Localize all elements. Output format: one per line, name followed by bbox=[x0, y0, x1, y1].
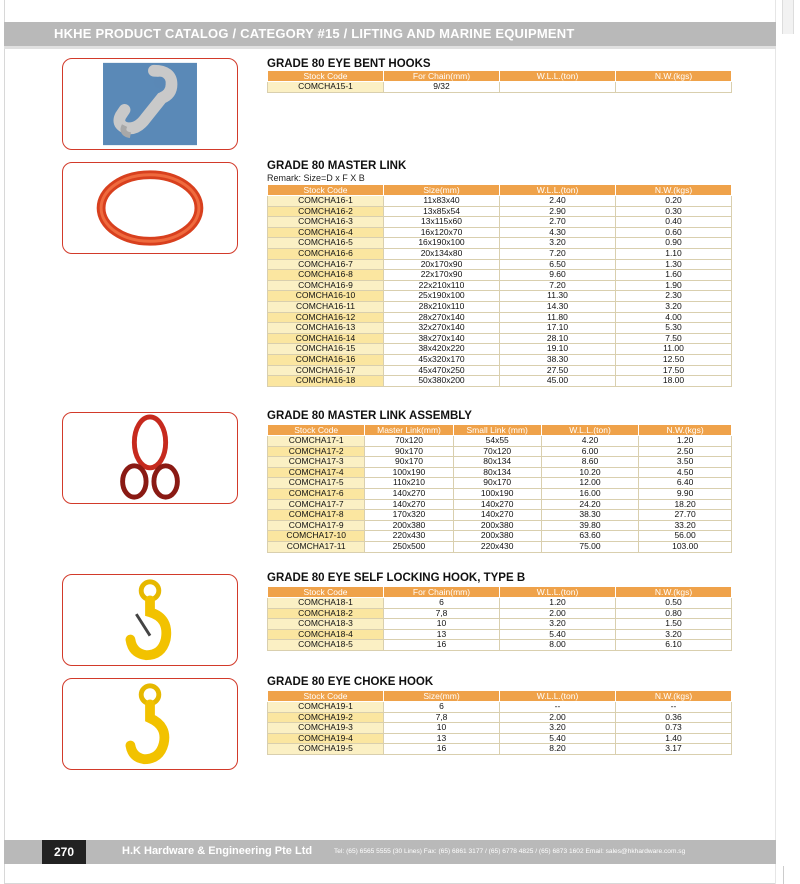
stock-code-cell: COMCHA16-17 bbox=[268, 365, 384, 376]
table-cell: 140x270 bbox=[453, 510, 541, 521]
table-cell: 4.00 bbox=[616, 312, 732, 323]
table-cell: 45x320x170 bbox=[384, 354, 500, 365]
table-cell: 25x190x100 bbox=[384, 291, 500, 302]
table-cell: 0.40 bbox=[616, 217, 732, 228]
stock-code-cell: COMCHA17-10 bbox=[268, 531, 365, 542]
table-row bbox=[268, 354, 732, 365]
table-cell: 10 bbox=[384, 619, 500, 630]
stock-code-cell: COMCHA16-9 bbox=[268, 280, 384, 291]
stock-code-cell: COMCHA16-16 bbox=[268, 354, 384, 365]
catalog-footer-bar bbox=[4, 840, 776, 864]
stock-code-cell: COMCHA16-7 bbox=[268, 259, 384, 270]
table-cell: 6 bbox=[384, 702, 500, 713]
stock-code-cell: COMCHA19-5 bbox=[268, 744, 384, 755]
table-cell: 8.00 bbox=[500, 640, 616, 651]
column-header: Small Link (mm) bbox=[453, 425, 541, 436]
table-row bbox=[268, 217, 732, 228]
eye-bent-hook-photo bbox=[62, 58, 238, 150]
stock-code-cell: COMCHA18-2 bbox=[268, 608, 384, 619]
table-row bbox=[268, 488, 732, 499]
table-cell: 6.50 bbox=[500, 259, 616, 270]
table-cell: 3.20 bbox=[616, 301, 732, 312]
table-cell: 0.60 bbox=[616, 227, 732, 238]
stock-code-cell: COMCHA19-1 bbox=[268, 702, 384, 713]
table-cell: 0.73 bbox=[616, 723, 732, 734]
stock-code-cell: COMCHA17-9 bbox=[268, 520, 365, 531]
table-cell: 19.10 bbox=[500, 344, 616, 355]
table-cell: 140x270 bbox=[365, 488, 453, 499]
table-cell: 45x470x250 bbox=[384, 365, 500, 376]
table-cell: 3.50 bbox=[639, 457, 732, 468]
table-cell: 100x190 bbox=[365, 467, 453, 478]
table-cell: 22x210x110 bbox=[384, 280, 500, 291]
table-cell: 38x270x140 bbox=[384, 333, 500, 344]
table-cell: 80x134 bbox=[453, 467, 541, 478]
table-row bbox=[268, 640, 732, 651]
stock-code-cell: COMCHA19-3 bbox=[268, 723, 384, 734]
eye-bent-hooks-table bbox=[267, 70, 732, 93]
company-name: H.K Hardware & Engineering Pte Ltd bbox=[122, 845, 313, 857]
table-row bbox=[268, 376, 732, 387]
stock-code-cell: COMCHA16-10 bbox=[268, 291, 384, 302]
table-row bbox=[268, 457, 732, 468]
stock-code-cell: COMCHA17-6 bbox=[268, 488, 365, 499]
stock-code-cell: COMCHA15-1 bbox=[268, 82, 384, 93]
master-link-photo bbox=[62, 162, 238, 254]
table-cell: 12.00 bbox=[541, 478, 638, 489]
table-cell: 13x115x60 bbox=[384, 217, 500, 228]
table-cell: 9/32 bbox=[384, 82, 500, 93]
table-row bbox=[268, 82, 732, 93]
table-cell: 100x190 bbox=[453, 488, 541, 499]
stock-code-cell: COMCHA19-4 bbox=[268, 733, 384, 744]
table-cell: 70x120 bbox=[365, 436, 453, 447]
table-row bbox=[268, 291, 732, 302]
table-cell: 1.90 bbox=[616, 280, 732, 291]
stock-code-cell: COMCHA16-18 bbox=[268, 376, 384, 387]
table-cell: 6 bbox=[384, 598, 500, 609]
stock-code-cell: COMCHA19-2 bbox=[268, 712, 384, 723]
column-header: W.L.L.(ton) bbox=[500, 587, 616, 598]
table-row bbox=[268, 365, 732, 376]
table-row bbox=[268, 238, 732, 249]
stock-code-cell: COMCHA16-8 bbox=[268, 270, 384, 281]
table-cell bbox=[616, 82, 732, 93]
catalog-header-bar bbox=[4, 22, 776, 49]
table-row bbox=[268, 520, 732, 531]
table-cell: 2.00 bbox=[500, 608, 616, 619]
table-cell: 7.20 bbox=[500, 280, 616, 291]
table-cell: 200x380 bbox=[453, 531, 541, 542]
table-cell: 9.90 bbox=[639, 488, 732, 499]
stock-code-cell: COMCHA16-11 bbox=[268, 301, 384, 312]
table-cell: 4.30 bbox=[500, 227, 616, 238]
column-header: Stock Code bbox=[268, 691, 384, 702]
table-cell: 54x55 bbox=[453, 436, 541, 447]
table-cell: 28.10 bbox=[500, 333, 616, 344]
table-cell: 0.80 bbox=[616, 608, 732, 619]
table-cell: 16x120x70 bbox=[384, 227, 500, 238]
column-header: W.L.L.(ton) bbox=[500, 185, 616, 196]
column-header: Stock Code bbox=[268, 587, 384, 598]
table-cell: 6.40 bbox=[639, 478, 732, 489]
table-row bbox=[268, 301, 732, 312]
table-cell: 16 bbox=[384, 640, 500, 651]
table-cell: 11x83x40 bbox=[384, 196, 500, 207]
table-cell: 24.20 bbox=[541, 499, 638, 510]
table-cell: 18.20 bbox=[639, 499, 732, 510]
column-header: For Chain(mm) bbox=[384, 587, 500, 598]
column-header: N.W.(kgs) bbox=[616, 71, 732, 82]
table-cell: 17.50 bbox=[616, 365, 732, 376]
stock-code-cell: COMCHA16-4 bbox=[268, 227, 384, 238]
contact-info: Tel: (65) 6565 5555 (30 Lines) Fax: (65) 6861 3177 / (65) 6778 4825 / (65) 6873 1602 Email: sales@hkhardware.com.sg bbox=[334, 848, 686, 855]
table-row bbox=[268, 344, 732, 355]
table-cell: 2.00 bbox=[500, 712, 616, 723]
table-row bbox=[268, 467, 732, 478]
table-cell: 6.00 bbox=[541, 446, 638, 457]
table-cell: 70x120 bbox=[453, 446, 541, 457]
table-cell: 10.20 bbox=[541, 467, 638, 478]
table-cell: 45.00 bbox=[500, 376, 616, 387]
stock-code-cell: COMCHA16-6 bbox=[268, 248, 384, 259]
table-cell: 38.30 bbox=[500, 354, 616, 365]
column-header: N.W.(kgs) bbox=[639, 425, 732, 436]
table-cell: 200x380 bbox=[453, 520, 541, 531]
stock-code-cell: COMCHA17-11 bbox=[268, 541, 365, 552]
column-header: W.L.L.(ton) bbox=[500, 71, 616, 82]
table-cell: 4.20 bbox=[541, 436, 638, 447]
column-header: Stock Code bbox=[268, 425, 365, 436]
stock-code-cell: COMCHA16-3 bbox=[268, 217, 384, 228]
choke-hook-photo bbox=[62, 678, 238, 770]
table-cell: 1.20 bbox=[639, 436, 732, 447]
table-cell: 63.60 bbox=[541, 531, 638, 542]
table-cell: 250x500 bbox=[365, 541, 453, 552]
table-cell: 33.20 bbox=[639, 520, 732, 531]
table-row bbox=[268, 206, 732, 217]
edge-tick bbox=[783, 866, 794, 884]
table-cell: 8.60 bbox=[541, 457, 638, 468]
table-row bbox=[268, 619, 732, 630]
table-cell: 200x380 bbox=[365, 520, 453, 531]
table-cell: 20x134x80 bbox=[384, 248, 500, 259]
catalog-header-title: HKHE PRODUCT CATALOG / CATEGORY #15 / LIFTING AND MARINE EQUIPMENT bbox=[54, 26, 575, 41]
column-header: Stock Code bbox=[268, 71, 384, 82]
choke-hook-table bbox=[267, 690, 732, 755]
section-title: GRADE 80 MASTER LINK bbox=[267, 160, 407, 172]
table-cell: 2.40 bbox=[500, 196, 616, 207]
table-cell: 12.50 bbox=[616, 354, 732, 365]
table-row bbox=[268, 196, 732, 207]
stock-code-cell: COMCHA18-5 bbox=[268, 640, 384, 651]
table-cell: 110x210 bbox=[365, 478, 453, 489]
table-cell: 1.10 bbox=[616, 248, 732, 259]
master-link-assembly-photo bbox=[62, 412, 238, 504]
table-cell: 90x170 bbox=[453, 478, 541, 489]
master-link-table bbox=[267, 184, 732, 387]
table-row bbox=[268, 723, 732, 734]
eye-bent-hook-icon bbox=[63, 59, 237, 149]
table-cell: 3.20 bbox=[500, 723, 616, 734]
table-cell: 20x170x90 bbox=[384, 259, 500, 270]
table-cell: 75.00 bbox=[541, 541, 638, 552]
table-cell: 7,8 bbox=[384, 712, 500, 723]
table-cell: 18.00 bbox=[616, 376, 732, 387]
table-cell: 140x270 bbox=[365, 499, 453, 510]
table-cell: 16x190x100 bbox=[384, 238, 500, 249]
table-cell: 103.00 bbox=[639, 541, 732, 552]
page-number: 270 bbox=[42, 840, 86, 864]
stock-code-cell: COMCHA17-5 bbox=[268, 478, 365, 489]
column-header: Stock Code bbox=[268, 185, 384, 196]
master-link-assembly-table bbox=[267, 424, 732, 553]
section-title: GRADE 80 EYE BENT HOOKS bbox=[267, 58, 431, 70]
table-cell: 14.30 bbox=[500, 301, 616, 312]
table-cell: 0.20 bbox=[616, 196, 732, 207]
table-row bbox=[268, 510, 732, 521]
stock-code-cell: COMCHA18-4 bbox=[268, 629, 384, 640]
table-cell: 17.10 bbox=[500, 323, 616, 334]
table-row bbox=[268, 499, 732, 510]
table-cell: 2.70 bbox=[500, 217, 616, 228]
table-row bbox=[268, 312, 732, 323]
table-row bbox=[268, 712, 732, 723]
table-cell: 2.30 bbox=[616, 291, 732, 302]
stock-code-cell: COMCHA16-12 bbox=[268, 312, 384, 323]
stock-code-cell: COMCHA17-3 bbox=[268, 457, 365, 468]
table-cell: 220x430 bbox=[365, 531, 453, 542]
table-row bbox=[268, 333, 732, 344]
self-locking-hook-photo bbox=[62, 574, 238, 666]
table-cell: 0.30 bbox=[616, 206, 732, 217]
table-cell: 3.20 bbox=[500, 238, 616, 249]
table-cell: 1.20 bbox=[500, 598, 616, 609]
table-cell: 0.50 bbox=[616, 598, 732, 609]
table-cell: 13x85x54 bbox=[384, 206, 500, 217]
table-cell: -- bbox=[500, 702, 616, 713]
table-cell: 1.60 bbox=[616, 270, 732, 281]
column-header: N.W.(kgs) bbox=[616, 587, 732, 598]
table-cell: 11.00 bbox=[616, 344, 732, 355]
table-cell: 5.40 bbox=[500, 733, 616, 744]
table-row bbox=[268, 227, 732, 238]
self-locking-hook-table bbox=[267, 586, 732, 651]
table-cell: 90x170 bbox=[365, 457, 453, 468]
table-row bbox=[268, 323, 732, 334]
table-cell: 3.20 bbox=[616, 629, 732, 640]
column-header: N.W.(kgs) bbox=[616, 691, 732, 702]
column-header: Size(mm) bbox=[384, 691, 500, 702]
table-cell: 28x210x110 bbox=[384, 301, 500, 312]
stock-code-cell: COMCHA17-7 bbox=[268, 499, 365, 510]
table-cell: 90x170 bbox=[365, 446, 453, 457]
table-row bbox=[268, 436, 732, 447]
section-title: GRADE 80 EYE CHOKE HOOK bbox=[267, 676, 434, 688]
table-row bbox=[268, 248, 732, 259]
table-cell: 9.60 bbox=[500, 270, 616, 281]
table-cell: 56.00 bbox=[639, 531, 732, 542]
table-cell: 50x380x200 bbox=[384, 376, 500, 387]
stock-code-cell: COMCHA18-3 bbox=[268, 619, 384, 630]
column-header: N.W.(kgs) bbox=[616, 185, 732, 196]
column-header: For Chain(mm) bbox=[384, 71, 500, 82]
table-cell: 4.50 bbox=[639, 467, 732, 478]
stock-code-cell: COMCHA17-8 bbox=[268, 510, 365, 521]
table-row bbox=[268, 629, 732, 640]
edge-tab bbox=[782, 0, 794, 34]
table-cell: 13 bbox=[384, 733, 500, 744]
table-cell: 38x420x220 bbox=[384, 344, 500, 355]
table-cell: 2.90 bbox=[500, 206, 616, 217]
table-cell: 28x270x140 bbox=[384, 312, 500, 323]
table-cell: 170x320 bbox=[365, 510, 453, 521]
table-row bbox=[268, 446, 732, 457]
stock-code-cell: COMCHA18-1 bbox=[268, 598, 384, 609]
stock-code-cell: COMCHA16-13 bbox=[268, 323, 384, 334]
stock-code-cell: COMCHA17-4 bbox=[268, 467, 365, 478]
table-cell: 140x270 bbox=[453, 499, 541, 510]
table-cell: 13 bbox=[384, 629, 500, 640]
stock-code-cell: COMCHA16-1 bbox=[268, 196, 384, 207]
section-title: GRADE 80 MASTER LINK ASSEMBLY bbox=[267, 410, 472, 422]
table-cell: 7,8 bbox=[384, 608, 500, 619]
table-cell: 7.20 bbox=[500, 248, 616, 259]
table-cell: 220x430 bbox=[453, 541, 541, 552]
table-cell: 11.80 bbox=[500, 312, 616, 323]
table-row bbox=[268, 280, 732, 291]
table-cell: 1.30 bbox=[616, 259, 732, 270]
section-remark: Remark: Size=D x F X B bbox=[267, 173, 365, 183]
stock-code-cell: COMCHA16-15 bbox=[268, 344, 384, 355]
table-row bbox=[268, 259, 732, 270]
table-cell: 1.50 bbox=[616, 619, 732, 630]
table-cell: 0.36 bbox=[616, 712, 732, 723]
table-cell: 22x170x90 bbox=[384, 270, 500, 281]
table-row bbox=[268, 478, 732, 489]
table-cell: 0.90 bbox=[616, 238, 732, 249]
table-row bbox=[268, 531, 732, 542]
table-cell: 38.30 bbox=[541, 510, 638, 521]
table-row bbox=[268, 270, 732, 281]
stock-code-cell: COMCHA16-14 bbox=[268, 333, 384, 344]
table-cell: 5.30 bbox=[616, 323, 732, 334]
table-cell: -- bbox=[616, 702, 732, 713]
table-cell: 3.17 bbox=[616, 744, 732, 755]
table-row bbox=[268, 598, 732, 609]
table-cell: 8.20 bbox=[500, 744, 616, 755]
table-cell: 27.70 bbox=[639, 510, 732, 521]
table-cell: 6.10 bbox=[616, 640, 732, 651]
table-cell: 16.00 bbox=[541, 488, 638, 499]
table-cell: 11.30 bbox=[500, 291, 616, 302]
table-cell: 80x134 bbox=[453, 457, 541, 468]
table-cell bbox=[500, 82, 616, 93]
column-header: W.L.L.(ton) bbox=[500, 691, 616, 702]
table-cell: 32x270x140 bbox=[384, 323, 500, 334]
master-link-icon bbox=[63, 163, 237, 253]
choke-hook-icon bbox=[63, 679, 237, 769]
table-cell: 5.40 bbox=[500, 629, 616, 640]
stock-code-cell: COMCHA16-5 bbox=[268, 238, 384, 249]
section-title: GRADE 80 EYE SELF LOCKING HOOK, TYPE B bbox=[267, 572, 526, 584]
table-row bbox=[268, 608, 732, 619]
column-header: Size(mm) bbox=[384, 185, 500, 196]
table-cell: 3.20 bbox=[500, 619, 616, 630]
table-cell: 10 bbox=[384, 723, 500, 734]
table-row bbox=[268, 744, 732, 755]
table-cell: 2.50 bbox=[639, 446, 732, 457]
table-row bbox=[268, 702, 732, 713]
page-edge-strip bbox=[775, 0, 800, 884]
table-cell: 16 bbox=[384, 744, 500, 755]
stock-code-cell: COMCHA16-2 bbox=[268, 206, 384, 217]
table-row bbox=[268, 733, 732, 744]
self-locking-hook-icon bbox=[63, 575, 237, 665]
stock-code-cell: COMCHA17-2 bbox=[268, 446, 365, 457]
table-cell: 1.40 bbox=[616, 733, 732, 744]
column-header: W.L.L.(ton) bbox=[541, 425, 638, 436]
table-row bbox=[268, 541, 732, 552]
stock-code-cell: COMCHA17-1 bbox=[268, 436, 365, 447]
table-cell: 7.50 bbox=[616, 333, 732, 344]
master-link-assembly-icon bbox=[63, 413, 237, 503]
table-cell: 39.80 bbox=[541, 520, 638, 531]
column-header: Master Link(mm) bbox=[365, 425, 453, 436]
table-cell: 27.50 bbox=[500, 365, 616, 376]
